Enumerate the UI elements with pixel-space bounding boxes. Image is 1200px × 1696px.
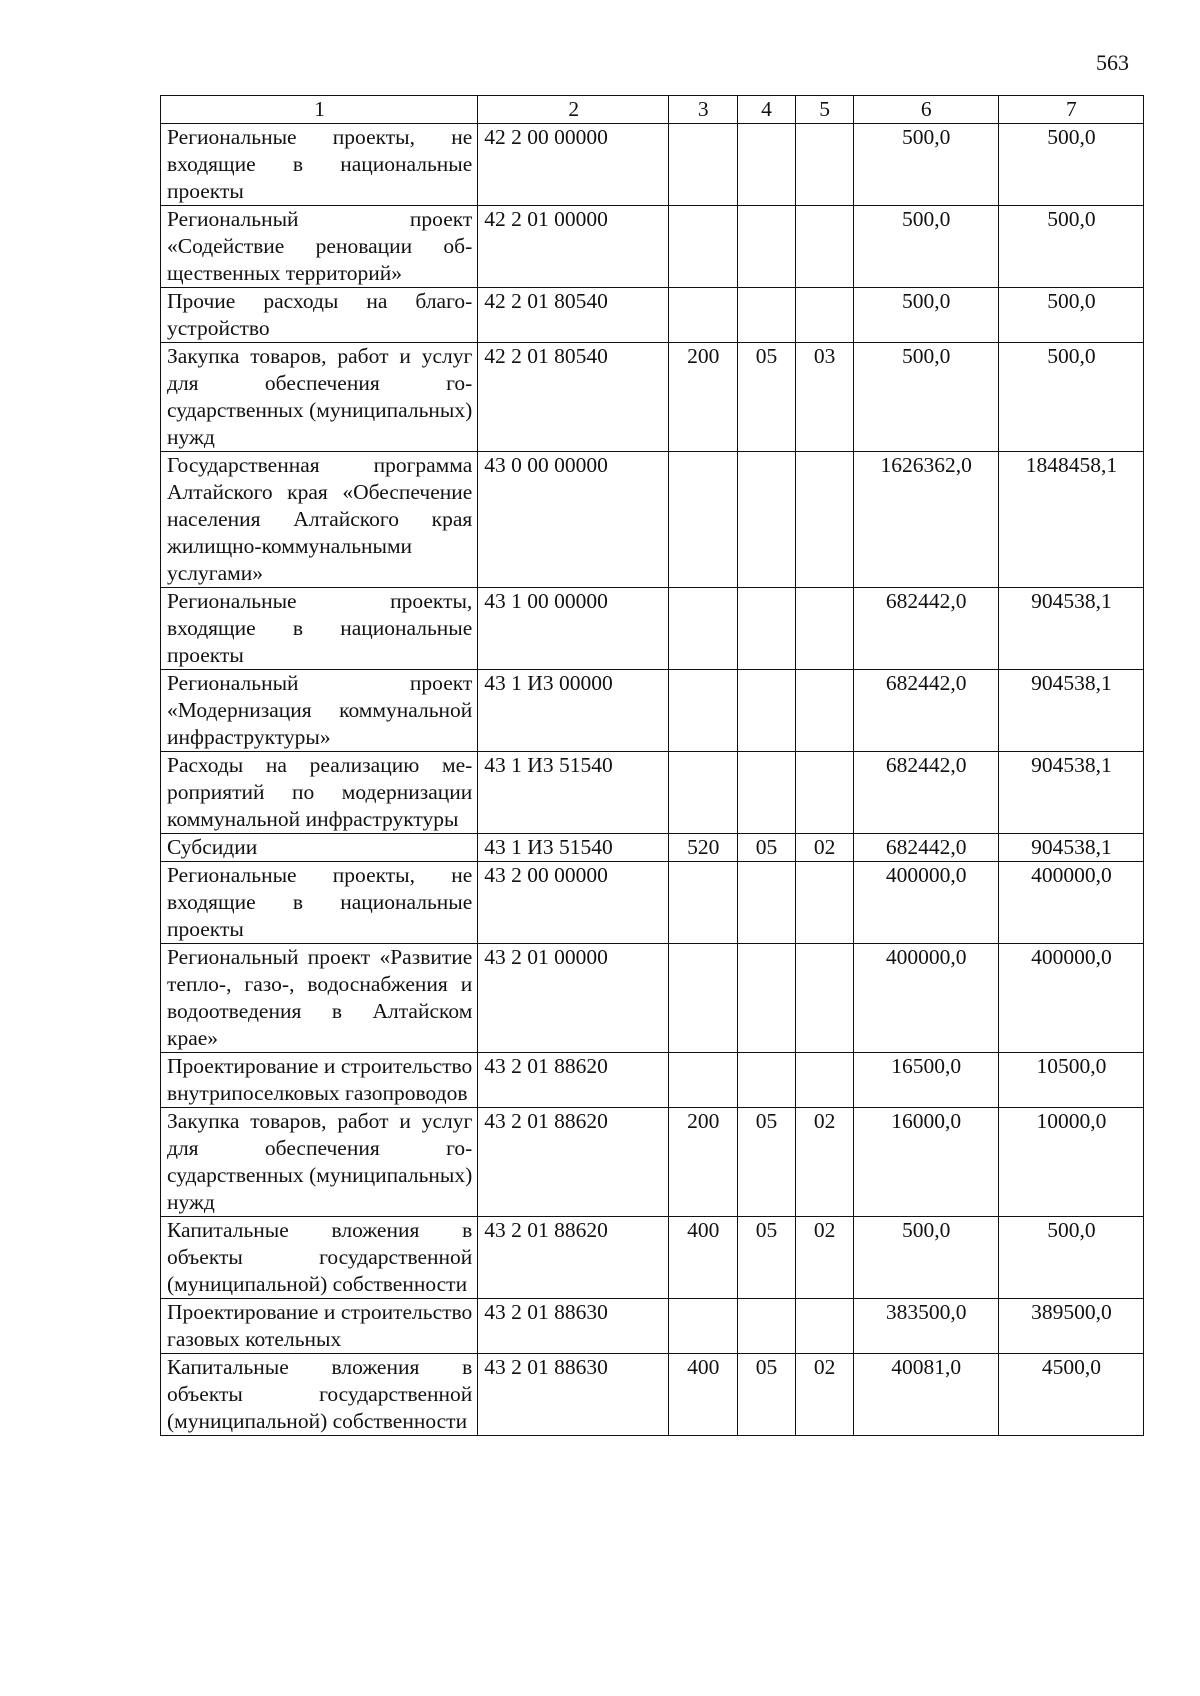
row-col6-cell: 500,0 xyxy=(853,343,998,452)
row-code-cell: 42 2 01 80540 xyxy=(478,288,669,343)
row-code-cell: 43 2 01 88620 xyxy=(478,1053,669,1108)
row-col4-cell xyxy=(737,206,795,288)
row-col4-cell xyxy=(737,1299,795,1354)
row-col5-cell: 03 xyxy=(795,343,853,452)
row-col5-cell xyxy=(795,588,853,670)
row-col6-cell: 16000,0 xyxy=(853,1108,998,1217)
row-col7-cell: 1848458,1 xyxy=(998,452,1143,588)
row-name-cell: Закупка товаров, работ и услуг для обеспечения государственных (муниципальных) нужд xyxy=(161,1108,478,1217)
column-header: 4 xyxy=(737,96,795,124)
column-header: 7 xyxy=(998,96,1143,124)
row-col6-cell: 682442,0 xyxy=(853,834,998,862)
row-col5-cell xyxy=(795,124,853,206)
row-col7-cell: 904538,1 xyxy=(998,752,1143,834)
table-row xyxy=(161,834,1144,862)
row-col6-cell: 682442,0 xyxy=(853,588,998,670)
table-row xyxy=(161,1108,1144,1217)
row-col3-cell xyxy=(669,452,737,588)
row-col7-cell: 10500,0 xyxy=(998,1053,1143,1108)
row-name-cell: Прочие расходы на благоустройство xyxy=(161,288,478,343)
row-col7-cell: 400000,0 xyxy=(998,862,1143,944)
row-col6-cell: 1626362,0 xyxy=(853,452,998,588)
table-row xyxy=(161,752,1144,834)
row-col7-cell: 500,0 xyxy=(998,124,1143,206)
table-row xyxy=(161,288,1144,343)
row-name-cell: Проектирование и строительство внутрипоселковых газопроводов xyxy=(161,1053,478,1108)
row-name-cell: Субсидии xyxy=(161,834,478,862)
row-col7-cell: 500,0 xyxy=(998,1217,1143,1299)
row-col6-cell: 383500,0 xyxy=(853,1299,998,1354)
row-col3-cell xyxy=(669,862,737,944)
row-col4-cell xyxy=(737,124,795,206)
row-col5-cell xyxy=(795,288,853,343)
row-name-cell: Капитальные вложения в объекты государственной (муниципальной) собственности xyxy=(161,1354,478,1436)
budget-table xyxy=(160,95,1144,1436)
row-col5-cell: 02 xyxy=(795,1354,853,1436)
row-col4-cell xyxy=(737,752,795,834)
row-code-cell: 43 2 01 88620 xyxy=(478,1108,669,1217)
row-code-cell: 43 2 00 00000 xyxy=(478,862,669,944)
row-col5-cell xyxy=(795,944,853,1053)
row-code-cell: 42 2 01 00000 xyxy=(478,206,669,288)
row-col4-cell: 05 xyxy=(737,343,795,452)
row-col5-cell: 02 xyxy=(795,834,853,862)
row-code-cell: 42 2 01 80540 xyxy=(478,343,669,452)
column-header: 2 xyxy=(478,96,669,124)
row-col6-cell: 400000,0 xyxy=(853,862,998,944)
row-col5-cell: 02 xyxy=(795,1108,853,1217)
row-col6-cell: 500,0 xyxy=(853,206,998,288)
row-col3-cell xyxy=(669,670,737,752)
row-col5-cell: 02 xyxy=(795,1217,853,1299)
column-header: 1 xyxy=(161,96,478,124)
row-name-cell: Региональные проекты, не входящие в национальные проекты xyxy=(161,862,478,944)
row-col4-cell: 05 xyxy=(737,1217,795,1299)
row-code-cell: 42 2 00 00000 xyxy=(478,124,669,206)
row-code-cell: 43 2 01 88630 xyxy=(478,1299,669,1354)
row-col6-cell: 40081,0 xyxy=(853,1354,998,1436)
row-col3-cell xyxy=(669,288,737,343)
row-col5-cell xyxy=(795,452,853,588)
row-name-cell: Проектирование и строительство газовых котельных xyxy=(161,1299,478,1354)
row-name-cell: Закупка товаров, работ и услуг для обеспечения государственных (муниципальных) нужд xyxy=(161,343,478,452)
row-col7-cell: 400000,0 xyxy=(998,944,1143,1053)
row-code-cell: 43 1 И3 51540 xyxy=(478,752,669,834)
table-row xyxy=(161,670,1144,752)
row-code-cell: 43 1 И3 51540 xyxy=(478,834,669,862)
table-row xyxy=(161,588,1144,670)
row-code-cell: 43 1 И3 00000 xyxy=(478,670,669,752)
row-col7-cell: 904538,1 xyxy=(998,670,1143,752)
table-row xyxy=(161,1053,1144,1108)
table-row xyxy=(161,206,1144,288)
table-row xyxy=(161,862,1144,944)
row-col7-cell: 500,0 xyxy=(998,343,1143,452)
row-col4-cell: 05 xyxy=(737,1354,795,1436)
row-col5-cell xyxy=(795,670,853,752)
row-name-cell: Региональные проекты, не входящие в национальные проекты xyxy=(161,124,478,206)
row-col4-cell xyxy=(737,862,795,944)
row-col4-cell xyxy=(737,452,795,588)
row-code-cell: 43 0 00 00000 xyxy=(478,452,669,588)
row-col4-cell: 05 xyxy=(737,834,795,862)
row-col3-cell: 200 xyxy=(669,1108,737,1217)
column-header: 6 xyxy=(853,96,998,124)
row-col4-cell xyxy=(737,588,795,670)
row-col3-cell xyxy=(669,944,737,1053)
row-col5-cell xyxy=(795,862,853,944)
row-col3-cell: 400 xyxy=(669,1354,737,1436)
row-col3-cell: 520 xyxy=(669,834,737,862)
table-row xyxy=(161,944,1144,1053)
row-col6-cell: 500,0 xyxy=(853,288,998,343)
row-col6-cell: 500,0 xyxy=(853,124,998,206)
row-col6-cell: 400000,0 xyxy=(853,944,998,1053)
row-col7-cell: 10000,0 xyxy=(998,1108,1143,1217)
row-col7-cell: 904538,1 xyxy=(998,834,1143,862)
row-col3-cell: 200 xyxy=(669,343,737,452)
row-col7-cell: 500,0 xyxy=(998,288,1143,343)
row-name-cell: Государственная программа Алтайского края «Обеспечение населения Алтайского края жилищно-коммунальными услугами» xyxy=(161,452,478,588)
row-col4-cell xyxy=(737,1053,795,1108)
row-col4-cell xyxy=(737,944,795,1053)
column-header: 5 xyxy=(795,96,853,124)
row-col3-cell xyxy=(669,1299,737,1354)
row-col6-cell: 682442,0 xyxy=(853,752,998,834)
table-row xyxy=(161,124,1144,206)
row-name-cell: Региональные проекты, входящие в национальные проекты xyxy=(161,588,478,670)
row-code-cell: 43 2 01 88630 xyxy=(478,1354,669,1436)
row-col5-cell xyxy=(795,206,853,288)
table-row xyxy=(161,1299,1144,1354)
row-col6-cell: 682442,0 xyxy=(853,670,998,752)
row-col3-cell xyxy=(669,206,737,288)
row-col5-cell xyxy=(795,1053,853,1108)
row-col5-cell xyxy=(795,752,853,834)
row-col7-cell: 500,0 xyxy=(998,206,1143,288)
row-name-cell: Региональный проект «Содействие реновации общественных территорий» xyxy=(161,206,478,288)
row-col4-cell: 05 xyxy=(737,1108,795,1217)
row-name-cell: Региональный проект «Модернизация коммунальной инфраструктуры» xyxy=(161,670,478,752)
row-name-cell: Расходы на реализацию мероприятий по модернизации коммунальной инфраструктуры xyxy=(161,752,478,834)
table-row xyxy=(161,1354,1144,1436)
row-col5-cell xyxy=(795,1299,853,1354)
row-code-cell: 43 2 01 88620 xyxy=(478,1217,669,1299)
row-col3-cell xyxy=(669,1053,737,1108)
row-col3-cell xyxy=(669,752,737,834)
row-name-cell: Региональный проект «Развитие тепло-, газо-, водоснабжения и водоотведения в Алтайском крае» xyxy=(161,944,478,1053)
header-row xyxy=(161,96,1144,124)
row-col3-cell: 400 xyxy=(669,1217,737,1299)
row-col3-cell xyxy=(669,588,737,670)
row-col4-cell xyxy=(737,288,795,343)
row-code-cell: 43 1 00 00000 xyxy=(478,588,669,670)
table-row xyxy=(161,343,1144,452)
row-col6-cell: 500,0 xyxy=(853,1217,998,1299)
table-row xyxy=(161,1217,1144,1299)
table-row xyxy=(161,452,1144,588)
row-col7-cell: 389500,0 xyxy=(998,1299,1143,1354)
row-col3-cell xyxy=(669,124,737,206)
row-col6-cell: 16500,0 xyxy=(853,1053,998,1108)
row-col4-cell xyxy=(737,670,795,752)
row-col7-cell: 4500,0 xyxy=(998,1354,1143,1436)
row-name-cell: Капитальные вложения в объекты государственной (муниципальной) собственности xyxy=(161,1217,478,1299)
row-col7-cell: 904538,1 xyxy=(998,588,1143,670)
column-header: 3 xyxy=(669,96,737,124)
page-number: 563 xyxy=(1096,50,1129,75)
row-code-cell: 43 2 01 00000 xyxy=(478,944,669,1053)
